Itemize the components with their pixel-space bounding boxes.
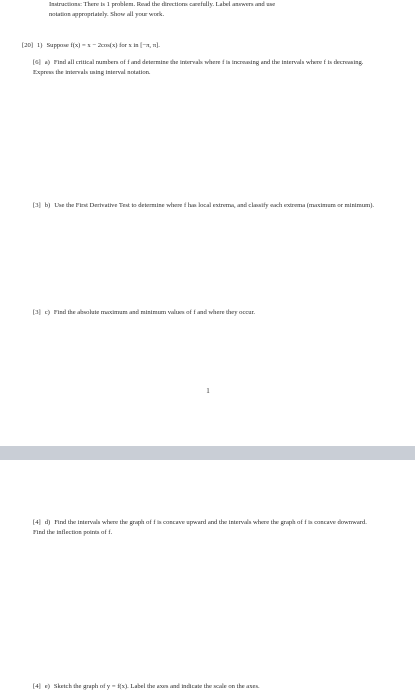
part-e-points: [4] (33, 683, 41, 690)
part-a-points: [6] (33, 59, 41, 66)
worksheet-page-2 (0, 460, 415, 700)
part-a-text: Find all critical numbers of f and determine the intervals where f is increasing and the intervals where f is decreasing. Express the intervals using interval notation. (33, 59, 364, 76)
part-a-question (33, 58, 378, 77)
problem-1-statement (22, 41, 160, 51)
part-b-points: [3] (33, 202, 41, 209)
page-separator (0, 446, 415, 460)
part-b-label: b) (44, 202, 51, 209)
part-e-text: Sketch the graph of y = f(x). Label the axes and indicate the scale on the axes. (53, 683, 260, 690)
part-b-text: Use the First Derivative Test to determine where f has local extrema, and classify each extrema (maximum or minimum). (54, 202, 375, 209)
part-a-label: a) (44, 59, 50, 66)
part-c-text: Find the absolute maximum and minimum values of f and where they occur. (53, 309, 256, 316)
instructions-line-1: Instructions: There is 1 problem. Read the directions carefully. Label answers and use (49, 1, 276, 8)
part-d-text: Find the intervals where the graph of f is concave upward and the intervals where the graph of f is concave downward. Find the inflection points of f. (33, 519, 367, 536)
part-b-question (33, 201, 378, 211)
part-e-label: e) (44, 683, 50, 690)
part-c-label: c) (44, 309, 50, 316)
problem-points: [20] (22, 42, 33, 49)
instructions-line-2: notation appropriately. Show all your work. (49, 11, 165, 18)
part-c-question (33, 308, 378, 318)
problem-number: 1) (37, 42, 43, 49)
part-c-points: [3] (33, 309, 41, 316)
part-d-points: [4] (33, 519, 41, 526)
part-d-question (33, 518, 378, 537)
problem-text: Suppose f(x) = x − 2cos(x) for x in [−π, π]. (46, 42, 160, 49)
part-e-question (33, 682, 378, 692)
part-d-label: d) (44, 519, 51, 526)
page-number: 1 (206, 387, 210, 395)
